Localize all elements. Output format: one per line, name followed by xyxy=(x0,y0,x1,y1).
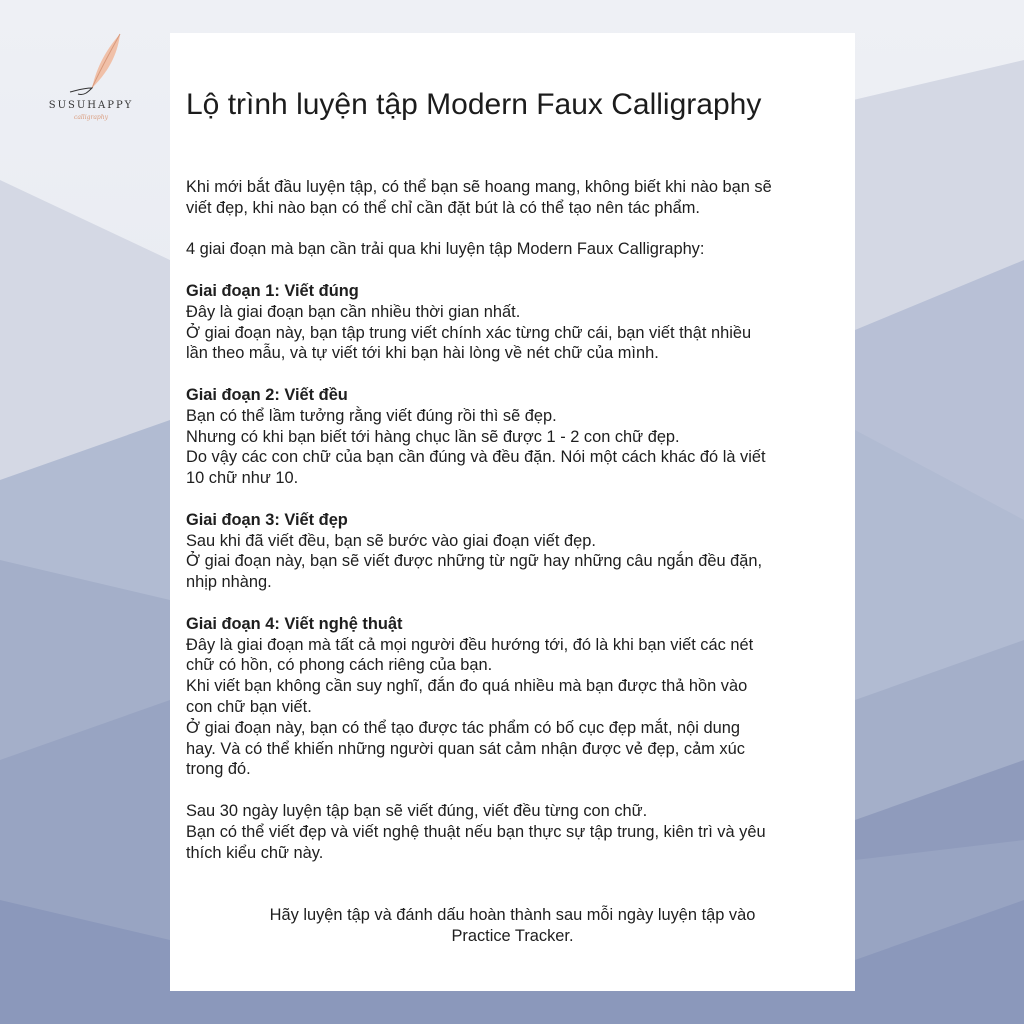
closing-line: Practice Tracker. xyxy=(451,926,574,945)
stage-line: trong đó. xyxy=(186,760,251,779)
closing-line: Hãy luyện tập và đánh dấu hoàn thành sau mỗi ngày luyện tập vào xyxy=(269,906,756,924)
summary-paragraph xyxy=(186,801,854,863)
stage-line: Nhưng có khi bạn biết tới hàng chục lần sẽ được 1 - 2 con chữ đẹp. xyxy=(186,427,680,446)
stage-line: chữ có hồn, có phong cách riêng của bạn. xyxy=(186,656,493,675)
stage-line: 10 chữ như 10. xyxy=(186,469,299,488)
feather-quill-icon xyxy=(30,30,140,100)
stage-line: hay. Và có thể khiến những người quan sát cảm nhận được vẻ đẹp, cảm xúc xyxy=(186,739,745,758)
stage-1 xyxy=(186,281,854,364)
stage-title: Giai đoạn 4: Viết nghệ thuật xyxy=(186,614,403,633)
stage-line: Đây là giai đoạn mà tất cả mọi người đều hướng tới, đó là khi bạn viết các nét xyxy=(186,635,754,654)
stage-title: Giai đoạn 1: Viết đúng xyxy=(186,281,359,300)
stage-3 xyxy=(186,510,854,593)
stage-4 xyxy=(186,614,854,780)
stage-title: Giai đoạn 2: Viết đều xyxy=(186,385,348,404)
stage-line: lần theo mẫu, và tự viết tới khi bạn hài lòng về nét chữ của mình. xyxy=(186,344,659,363)
brand-name: SUSUHAPPY xyxy=(48,100,134,111)
stage-line: nhịp nhàng. xyxy=(186,573,272,592)
document-page xyxy=(170,33,855,991)
stage-line: Ở giai đoạn này, bạn tập trung viết chính xác từng chữ cái, bạn viết thật nhiều xyxy=(186,323,752,342)
brand-tagline: calligraphy xyxy=(73,114,109,121)
intro-paragraph xyxy=(186,177,854,219)
summary-line: thích kiểu chữ này. xyxy=(186,843,324,862)
intro-line: Khi mới bắt đầu luyện tập, có thể bạn sẽ hoang mang, không biết khi nào bạn sẽ xyxy=(186,178,772,196)
stage-title: Giai đoạn 3: Viết đẹp xyxy=(186,510,348,529)
page-title: Lộ trình luyện tập Modern Faux Calligraphy xyxy=(186,88,762,121)
stage-line: Ở giai đoạn này, bạn có thể tạo được tác phẩm có bố cục đẹp mắt, nội dung xyxy=(186,718,740,737)
brand-logo xyxy=(30,30,140,130)
closing-note xyxy=(170,905,855,947)
stage-line: con chữ bạn viết. xyxy=(186,697,312,716)
stage-line: Do vậy các con chữ của bạn cần đúng và đều đặn. Nói một cách khác đó là viết xyxy=(186,448,766,467)
summary-line: Bạn có thể viết đẹp và viết nghệ thuật nếu bạn thực sự tập trung, kiên trì và yêu xyxy=(186,822,766,841)
summary-line: Sau 30 ngày luyện tập bạn sẽ viết đúng, viết đều từng con chữ. xyxy=(186,801,648,820)
stage-2 xyxy=(186,385,854,489)
stage-line: Đây là giai đoạn bạn cần nhiều thời gian nhất. xyxy=(186,302,521,321)
intro-line: viết đẹp, khi nào bạn có thể chỉ cần đặt bút là có thể tạo nên tác phẩm. xyxy=(186,198,700,217)
overview-paragraph xyxy=(186,239,854,260)
document-body xyxy=(186,177,854,884)
stage-line: Ở giai đoạn này, bạn sẽ viết được những từ ngữ hay những câu ngắn đều đặn, xyxy=(186,552,763,571)
stage-line: Khi viết bạn không cần suy nghĩ, đắn đo quá nhiều mà bạn được thả hồn vào xyxy=(186,677,748,696)
overview-line: 4 giai đoạn mà bạn cần trải qua khi luyện tập Modern Faux Calligraphy: xyxy=(186,240,705,259)
stage-line: Bạn có thể lầm tưởng rằng viết đúng rồi thì sẽ đẹp. xyxy=(186,406,557,425)
stage-line: Sau khi đã viết đều, bạn sẽ bước vào giai đoạn viết đẹp. xyxy=(186,531,596,550)
